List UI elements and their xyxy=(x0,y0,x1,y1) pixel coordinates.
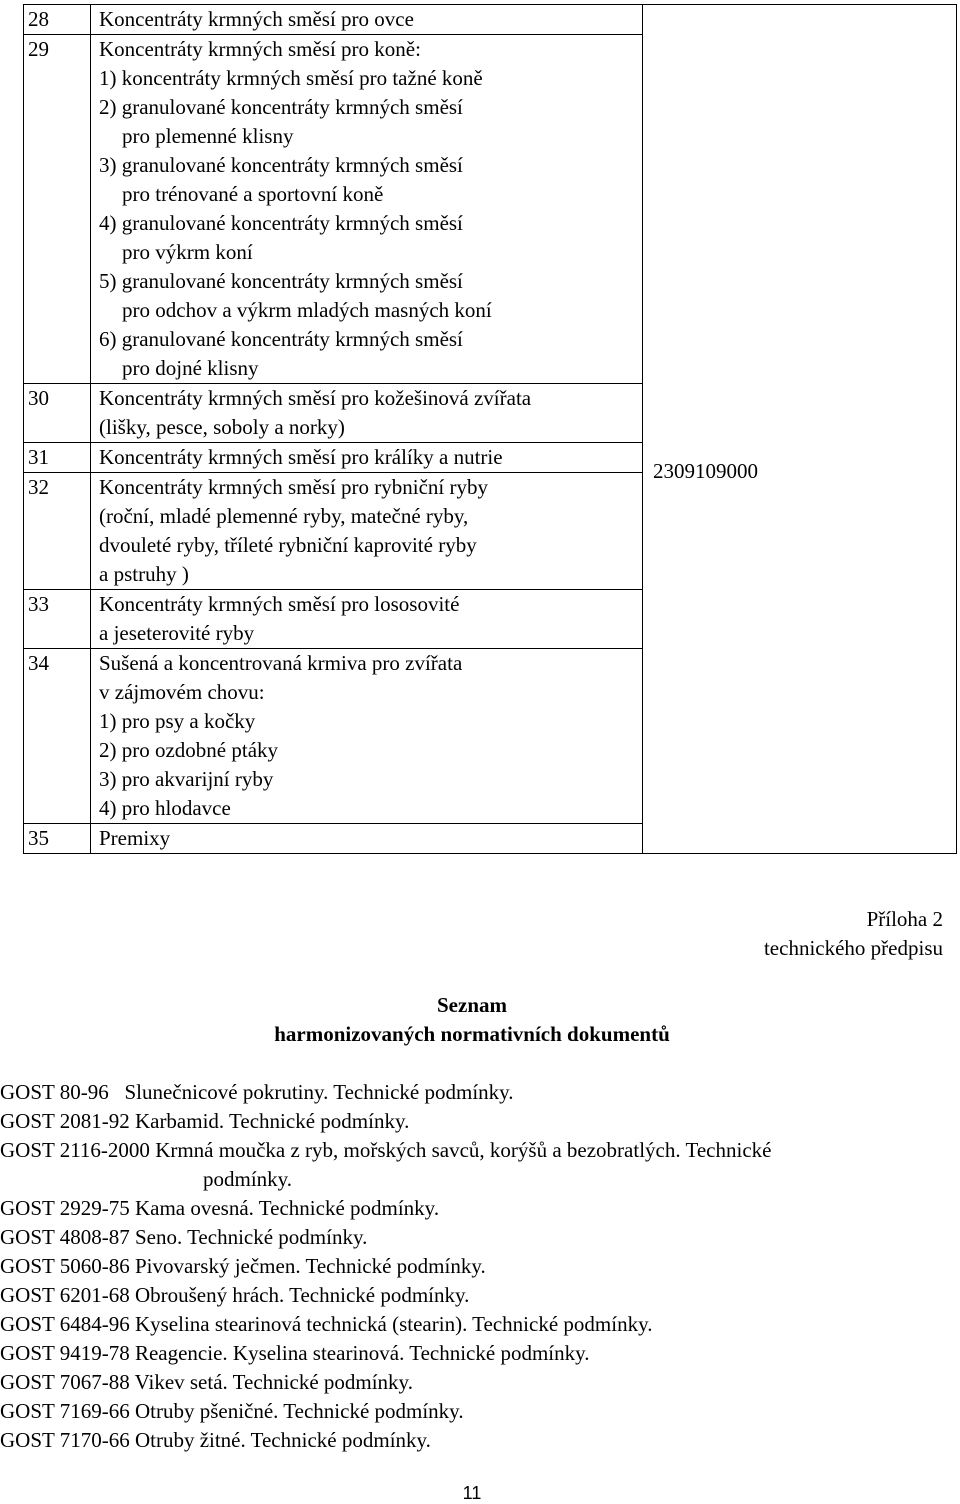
description-line: 4) pro hlodavce xyxy=(99,796,231,820)
gost-title: Kama ovesná. Technické podmínky. xyxy=(134,1196,440,1220)
description-line: pro trénované a sportovní koně xyxy=(122,182,384,206)
description-line: a jeseterovité ryby xyxy=(99,621,255,645)
description-line: 2) granulované koncentráty krmných směsí xyxy=(99,95,463,119)
gost-code: GOST 4808-87 xyxy=(0,1225,130,1249)
annex-number: Příloha 2 xyxy=(866,907,943,931)
gost-code: GOST 2116-2000 xyxy=(0,1138,150,1162)
description-line: pro výkrm koní xyxy=(122,240,253,264)
list-item xyxy=(0,1426,940,1455)
page-number: 11 xyxy=(462,1483,482,1503)
description-line: 3) pro akvarijní ryby xyxy=(99,767,274,791)
description-line: pro plemenné klisny xyxy=(122,124,294,148)
row-description xyxy=(91,649,643,824)
gost-title: Otruby pšeničné. Technické podmínky. xyxy=(134,1399,464,1423)
list-item xyxy=(0,1339,940,1368)
gost-title: Otruby žitné. Technické podmínky. xyxy=(134,1428,431,1452)
description-line: Sušená a koncentrovaná krmiva pro zvířata xyxy=(99,651,463,675)
list-item xyxy=(0,1223,940,1252)
table-row xyxy=(24,5,957,35)
gost-title: Pivovarský ječmen. Technické podmínky. xyxy=(134,1254,486,1278)
gost-code: GOST 7067-88 xyxy=(0,1370,130,1394)
list-item xyxy=(0,1078,940,1107)
gost-code: GOST 2081-92 xyxy=(0,1109,130,1133)
row-description xyxy=(91,35,643,384)
customs-code-cell xyxy=(643,5,957,854)
gost-title: Karbamid. Technické podmínky. xyxy=(134,1109,410,1133)
list-item xyxy=(0,1310,940,1339)
gost-title: Slunečnicové pokrutiny. Technické podmínky. xyxy=(124,1080,514,1104)
description-line: Koncentráty krmných směsí pro lososovité xyxy=(99,592,460,616)
annex-header xyxy=(764,905,943,963)
gost-title: Seno. Technické podmínky. xyxy=(134,1225,368,1249)
gost-code: GOST 2929-75 xyxy=(0,1196,130,1220)
list-item xyxy=(0,1252,940,1281)
description-line: 5) granulované koncentráty krmných směsí xyxy=(99,269,463,293)
description-line: Koncentráty krmných směsí pro rybniční ryby xyxy=(99,475,488,499)
row-description xyxy=(91,384,643,443)
description-line: Premixy xyxy=(99,826,171,850)
description-line: Koncentráty krmných směsí pro králíky a nutrie xyxy=(99,445,503,469)
list-title-line-1: Seznam xyxy=(437,993,507,1017)
description-line: a pstruhy ) xyxy=(99,562,189,586)
list-item xyxy=(0,1368,940,1397)
description-line: 6) granulované koncentráty krmných směsí xyxy=(99,327,463,351)
gost-code: GOST 5060-86 xyxy=(0,1254,130,1278)
row-description xyxy=(91,590,643,649)
row-number: 32 xyxy=(24,473,91,590)
description-line: (roční, mladé plemenné ryby, matečné ryby, xyxy=(99,504,469,528)
gost-list xyxy=(0,1078,940,1455)
gost-code: GOST 9419-78 xyxy=(0,1341,130,1365)
description-line: 1) koncentráty krmných směsí pro tažné koně xyxy=(99,66,483,90)
gost-title-continuation: podmínky. xyxy=(203,1167,293,1191)
gost-code: GOST 80-96 xyxy=(0,1080,109,1104)
row-number: 31 xyxy=(24,443,91,473)
row-number: 29 xyxy=(24,35,91,384)
description-line: v zájmovém chovu: xyxy=(99,680,265,704)
list-item xyxy=(0,1194,940,1223)
gost-title: Vikev setá. Technické podmínky. xyxy=(134,1370,413,1394)
row-number: 33 xyxy=(24,590,91,649)
gost-title: Obroušený hrách. Technické podmínky. xyxy=(134,1283,470,1307)
description-line: Koncentráty krmných směsí pro ovce xyxy=(99,7,414,31)
gost-title: Kyselina stearinová technická (stearin). Technické podmínky. xyxy=(134,1312,653,1336)
description-line: pro dojné klisny xyxy=(122,356,259,380)
list-item xyxy=(0,1136,940,1194)
description-line: Koncentráty krmných směsí pro koně: xyxy=(99,37,421,61)
list-title xyxy=(0,991,944,1049)
description-line: pro odchov a výkrm mladých masných koní xyxy=(122,298,492,322)
description-line: (lišky, pesce, soboly a norky) xyxy=(99,415,345,439)
row-number: 30 xyxy=(24,384,91,443)
annex-subtitle: technického předpisu xyxy=(763,936,943,960)
gost-code: GOST 6201-68 xyxy=(0,1283,130,1307)
gost-title: Krmná moučka z ryb, mořských savců, korýšů a bezobratlých. Technické xyxy=(155,1138,772,1162)
description-line: 4) granulované koncentráty krmných směsí xyxy=(99,211,463,235)
row-description xyxy=(91,443,643,473)
customs-code: 2309109000 xyxy=(653,458,758,483)
description-line: Koncentráty krmných směsí pro kožešinová zvířata xyxy=(99,386,532,410)
feed-classification-table xyxy=(23,4,957,854)
list-title-line-2: harmonizovaných normativních dokumentů xyxy=(274,1022,670,1046)
row-number: 34 xyxy=(24,649,91,824)
list-item xyxy=(0,1397,940,1426)
list-item xyxy=(0,1107,940,1136)
description-line: 2) pro ozdobné ptáky xyxy=(99,738,279,762)
list-item xyxy=(0,1281,940,1310)
row-number: 28 xyxy=(24,5,91,35)
row-description xyxy=(91,5,643,35)
row-description xyxy=(91,824,643,854)
gost-title: Reagencie. Kyselina stearinová. Technické podmínky. xyxy=(134,1341,590,1365)
description-line: dvouleté ryby, tříleté rybniční kaprovité ryby xyxy=(99,533,477,557)
gost-code: GOST 7169-66 xyxy=(0,1399,130,1423)
gost-code: GOST 6484-96 xyxy=(0,1312,130,1336)
description-line: 1) pro psy a kočky xyxy=(99,709,256,733)
gost-code: GOST 7170-66 xyxy=(0,1428,130,1452)
row-number: 35 xyxy=(24,824,91,854)
row-description xyxy=(91,473,643,590)
description-line: 3) granulované koncentráty krmných směsí xyxy=(99,153,463,177)
